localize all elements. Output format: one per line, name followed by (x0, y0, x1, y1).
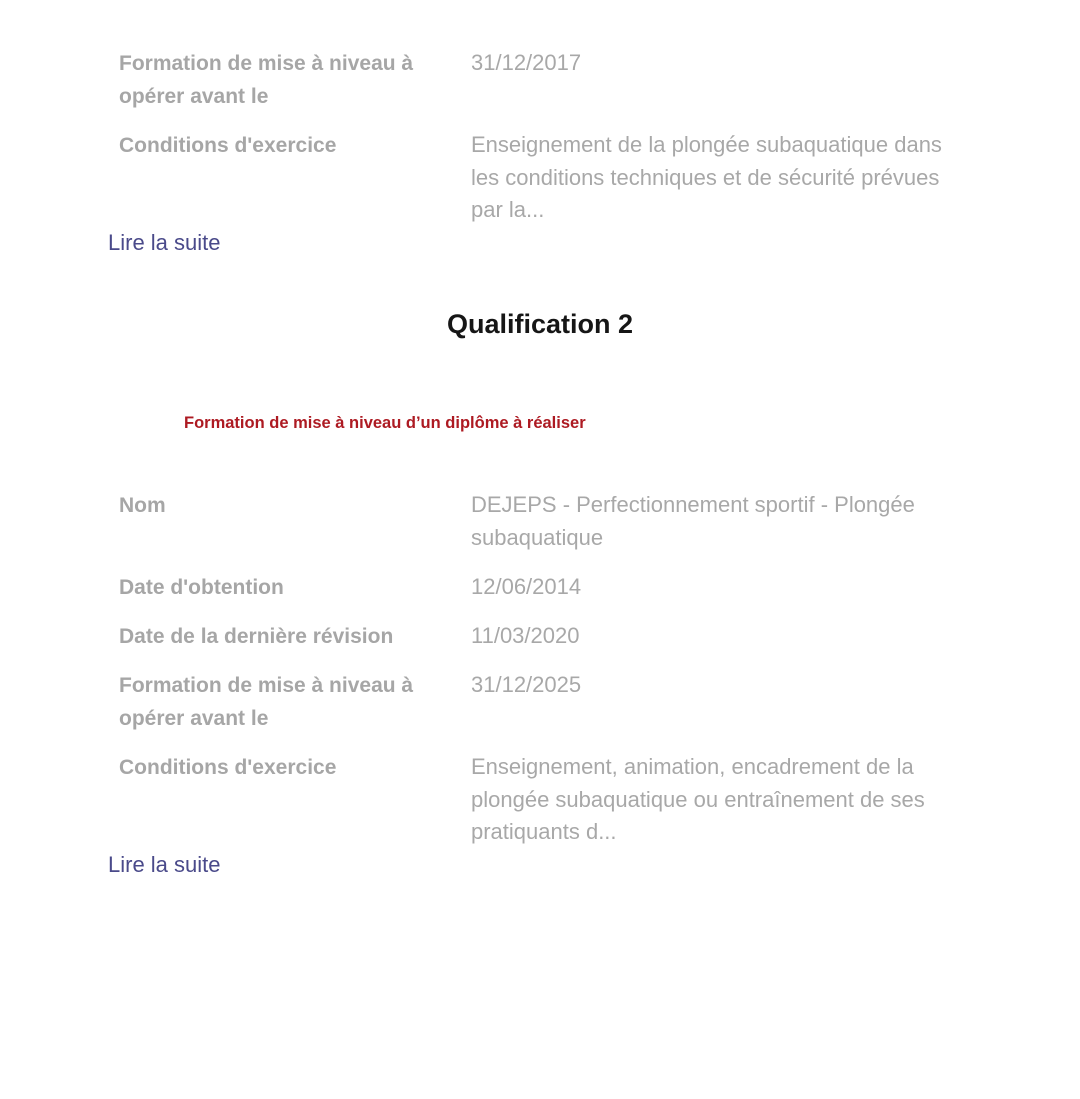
detail-label: Date d'obtention (119, 576, 284, 599)
detail-value: 12/06/2014 (471, 574, 582, 599)
detail-label: Date de la dernière révision (119, 625, 394, 648)
detail-value: Enseignement de la plongée subaquatique dans les conditions techniques et de sécurité prévues par la... (471, 132, 942, 222)
detail-value: 11/03/2020 (471, 623, 580, 648)
detail-value: DEJEPS - Perfectionnement sportif - Plongée subaquatique (471, 492, 915, 550)
detail-value: Enseignement, animation, encadrement de la plongée subaquatique ou entraînement de ses pratiquants d... (471, 754, 925, 844)
read-more-link[interactable]: Lire la suite (108, 852, 221, 877)
detail-label: Nom (119, 494, 166, 517)
upgrade-training-alert: Formation de mise à niveau d’un diplôme à réaliser (184, 414, 586, 432)
detail-value: 31/12/2025 (471, 672, 582, 697)
detail-label: Conditions d'exercice (119, 756, 337, 779)
detail-label: Formation de mise à niveau à opérer avant le (119, 674, 414, 730)
read-more-link[interactable]: Lire la suite (108, 230, 221, 255)
detail-value: 31/12/2017 (471, 50, 582, 75)
detail-label: Formation de mise à niveau à opérer avant le (119, 52, 414, 108)
detail-label: Conditions d'exercice (119, 134, 337, 157)
qualification-title: Qualification 2 (446, 309, 634, 339)
